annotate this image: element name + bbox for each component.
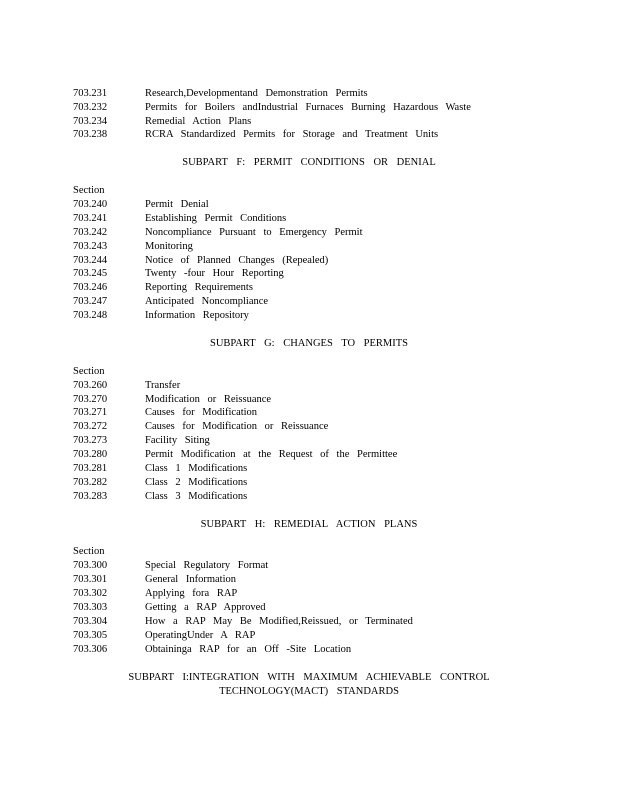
section-title: Permit Denial — [145, 199, 209, 210]
section-number: 703.280 — [73, 449, 108, 460]
section-title: Information Repository — [145, 310, 249, 321]
section-title: Reporting Requirements — [145, 282, 253, 293]
section-number: 703.272 — [73, 421, 108, 432]
section-number: 703.282 — [73, 477, 108, 488]
section-title: Causes for Modification or Reissuance — [145, 421, 329, 432]
section-title: Permits for Boilers andIndustrial Furnaces Burning Hazardous Waste — [145, 102, 471, 113]
section-title: Establishing Permit Conditions — [145, 213, 287, 224]
section-title: Anticipated Noncompliance — [145, 296, 269, 307]
section-title: Twenty -four Hour Reporting — [145, 268, 284, 279]
subpart-g-heading: SUBPART G: CHANGES TO PERMITS — [209, 338, 409, 349]
section-title: Permit Modification at the Request of the Permittee — [145, 449, 398, 460]
section-number: 703.304 — [73, 616, 108, 627]
section-number: 703.248 — [73, 310, 108, 321]
subpart-i-heading: SUBPART I:INTEGRATION WITH MAXIMUM ACHIEVABLE CONTROL — [128, 672, 490, 683]
section-title: Class 3 Modifications — [145, 491, 248, 502]
section-title: Research,Developmentand Demonstration Permits — [145, 88, 368, 99]
section-label: Section — [73, 366, 105, 377]
section-number: 703.302 — [73, 588, 108, 599]
section-title: Noncompliance Pursuant to Emergency Permit — [145, 227, 363, 238]
section-title: Applying fora RAP — [145, 588, 238, 599]
section-title: Causes for Modification — [145, 407, 258, 418]
section-title: Getting a RAP Approved — [145, 602, 266, 613]
section-title: Transfer — [145, 380, 181, 391]
section-number: 703.271 — [73, 407, 108, 418]
section-number: 703.281 — [73, 463, 108, 474]
section-label: Section — [73, 185, 105, 196]
section-number: 703.232 — [73, 102, 108, 113]
section-number: 703.301 — [73, 574, 108, 585]
subpart-f-heading: SUBPART F: PERMIT CONDITIONS OR DENIAL — [182, 157, 436, 168]
section-number: 703.270 — [73, 394, 108, 405]
section-number: 703.273 — [73, 435, 108, 446]
section-title: How a RAP May Be Modified,Reissued, or Terminated — [145, 616, 413, 627]
section-title: OperatingUnder A RAP — [145, 630, 256, 641]
section-number: 703.300 — [73, 560, 108, 571]
section-number: 703.303 — [73, 602, 108, 613]
section-number: 703.245 — [73, 268, 108, 279]
section-number: 703.305 — [73, 630, 108, 641]
section-title: Facility Siting — [145, 435, 210, 446]
section-number: 703.242 — [73, 227, 108, 238]
section-title: Remedial Action Plans — [145, 116, 252, 127]
section-title: Modification or Reissuance — [145, 394, 272, 405]
section-title: Notice of Planned Changes (Repealed) — [145, 255, 329, 266]
section-number: 703.243 — [73, 241, 108, 252]
subpart-h-heading: SUBPART H: REMEDIAL ACTION PLANS — [200, 519, 418, 530]
section-number: 703.246 — [73, 282, 108, 293]
section-label: Section — [73, 546, 105, 557]
section-number: 703.240 — [73, 199, 108, 210]
section-number: 703.260 — [73, 380, 108, 391]
section-number: 703.283 — [73, 491, 108, 502]
section-number: 703.306 — [73, 644, 108, 655]
section-title: General Information — [145, 574, 237, 585]
section-number: 703.244 — [73, 255, 108, 266]
section-title: Class 1 Modifications — [145, 463, 248, 474]
section-title: Class 2 Modifications — [145, 477, 248, 488]
section-number: 703.231 — [73, 88, 108, 99]
section-title: Special Regulatory Format — [145, 560, 269, 571]
section-title: Obtaininga RAP for an Off -Site Location — [145, 644, 352, 655]
section-title: Monitoring — [145, 241, 193, 252]
section-number: 703.234 — [73, 116, 108, 127]
section-title: RCRA Standardized Permits for Storage and Treatment Units — [145, 129, 439, 140]
subpart-i-heading-continued: TECHNOLOGY(MACT) STANDARDS — [219, 686, 399, 697]
section-number: 703.241 — [73, 213, 108, 224]
section-number: 703.247 — [73, 296, 108, 307]
section-number: 703.238 — [73, 129, 108, 140]
